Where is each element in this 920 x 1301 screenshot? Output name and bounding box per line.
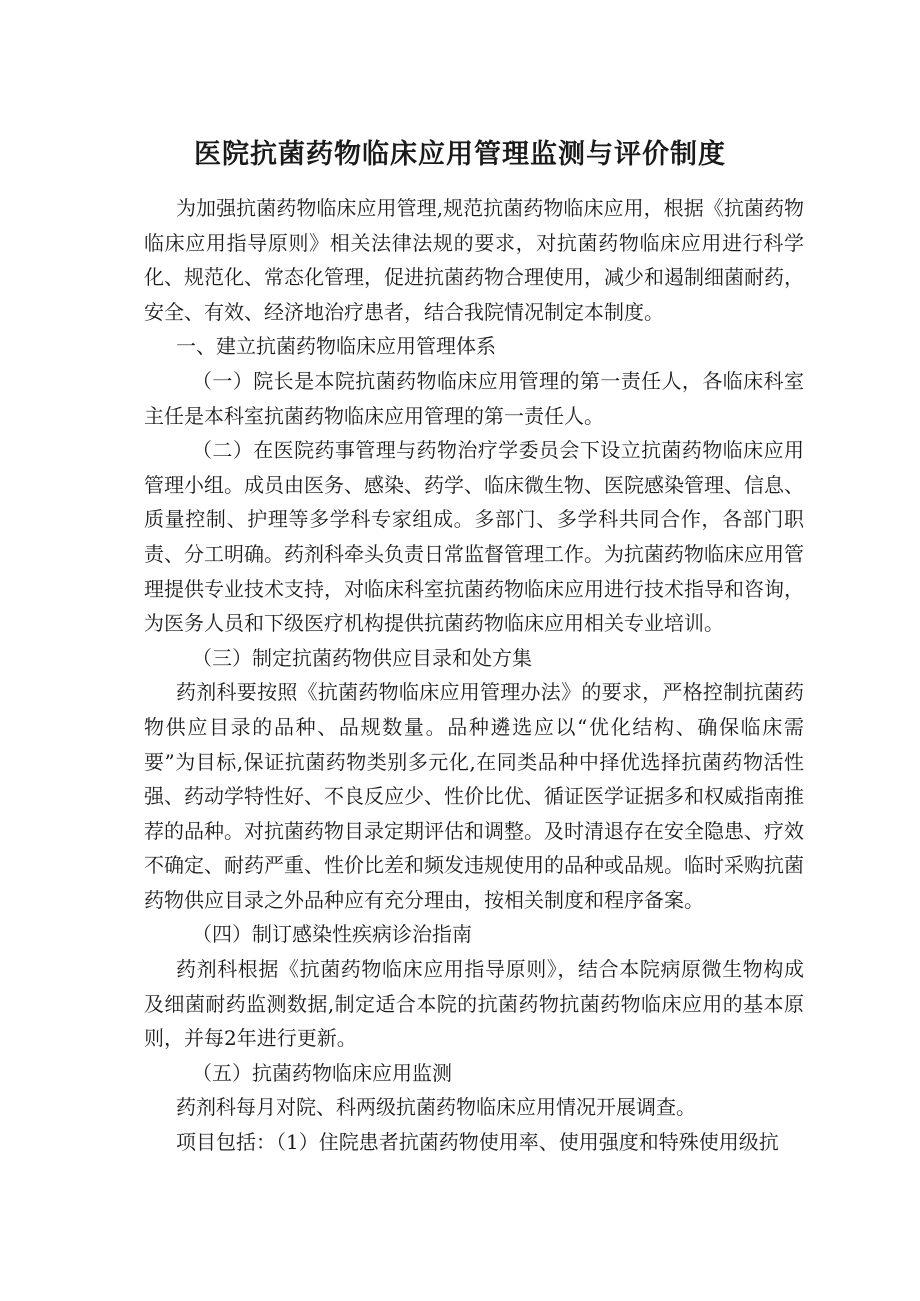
document-body [144,191,804,1160]
paragraph-item-1: （一）院长是本院抗菌药物临床应用管理的第一责任人，各临床科室主任是本科室抗菌药物临床应用管理的第一责任人。 [144,368,804,428]
paragraph-item-6: 项目包括：（1）住院患者抗菌药物使用率、使用强度和特殊使用级抗 [176,1130,779,1155]
paragraph-item-3: 药剂科要按照《抗菌药物临床应用管理办法》的要求，严格控制抗菌药物供应目录的品种、品规数量。品种遴选应以“优化结构、确保临床需要”为目标,保证抗菌药物类别多元化,在同类品种中择优选择抗菌药物活性强、药动学特性好、不良反应少、性价比优、循证医学证据多和权威指南推荐的品种。对抗菌药物目录定期评估和调整。及时清退存在安全隐患、疗效不确定、耐药严重、性价比差和频发违规使用的品种或品规。临时采购抗菌药物供应目录之外品种应有充分理由，按相关制度和程序备案。 [144,680,804,912]
paragraph-item-5: 药剂科每月对院、科两级抗菌药物临床应用情况开展调查。 [176,1095,696,1120]
paragraph-item-4: 药剂科根据《抗菌药物临床应用指导原则》，结合本院病原微生物构成及细菌耐药监测数据,制定适合本院的抗菌药物抗菌药物临床应用的基本原则，并每2年进行更新。 [144,957,804,1051]
sub-heading-3: （三）制定抗菌药物供应目录和处方集 [192,645,532,670]
paragraph-item-2: （二）在医院药事管理与药物治疗学委员会下设立抗菌药物临床应用管理小组。成员由医务、感染、药学、临床微生物、医院感染管理、信息、质量控制、护理等多学科专家组成。多部门、多学科共同合作，各部门职责、分工明确。药剂科牵头负责日常监督管理工作。为抗菌药物临床应用管理提供专业技术支持，对临床科室抗菌药物临床应用进行技术指导和咨询，为医务人员和下级医疗机构提供抗菌药物临床应用相关专业培训。 [144,438,804,636]
page-title: 医院抗菌药物临床应用管理监测与评价制度 [194,139,726,170]
intro-paragraph: 为加强抗菌药物临床应用管理,规范抗菌药物临床应用，根据《抗菌药物临床应用指导原则》相关法律法规的要求，对抗菌药物临床应用进行科学化、规范化、常态化管理，促进抗菌药物合理使用，减少和遏制细菌耐药，安全、有效、经济地治疗患者，结合我院情况制定本制度。 [144,196,804,324]
section-heading-1: 一、建立抗菌药物临床应用管理体系 [176,334,496,359]
sub-heading-5: （五）抗菌药物临床应用监测 [192,1060,452,1085]
sub-heading-4: （四）制订感染性疾病诊治指南 [192,922,472,947]
